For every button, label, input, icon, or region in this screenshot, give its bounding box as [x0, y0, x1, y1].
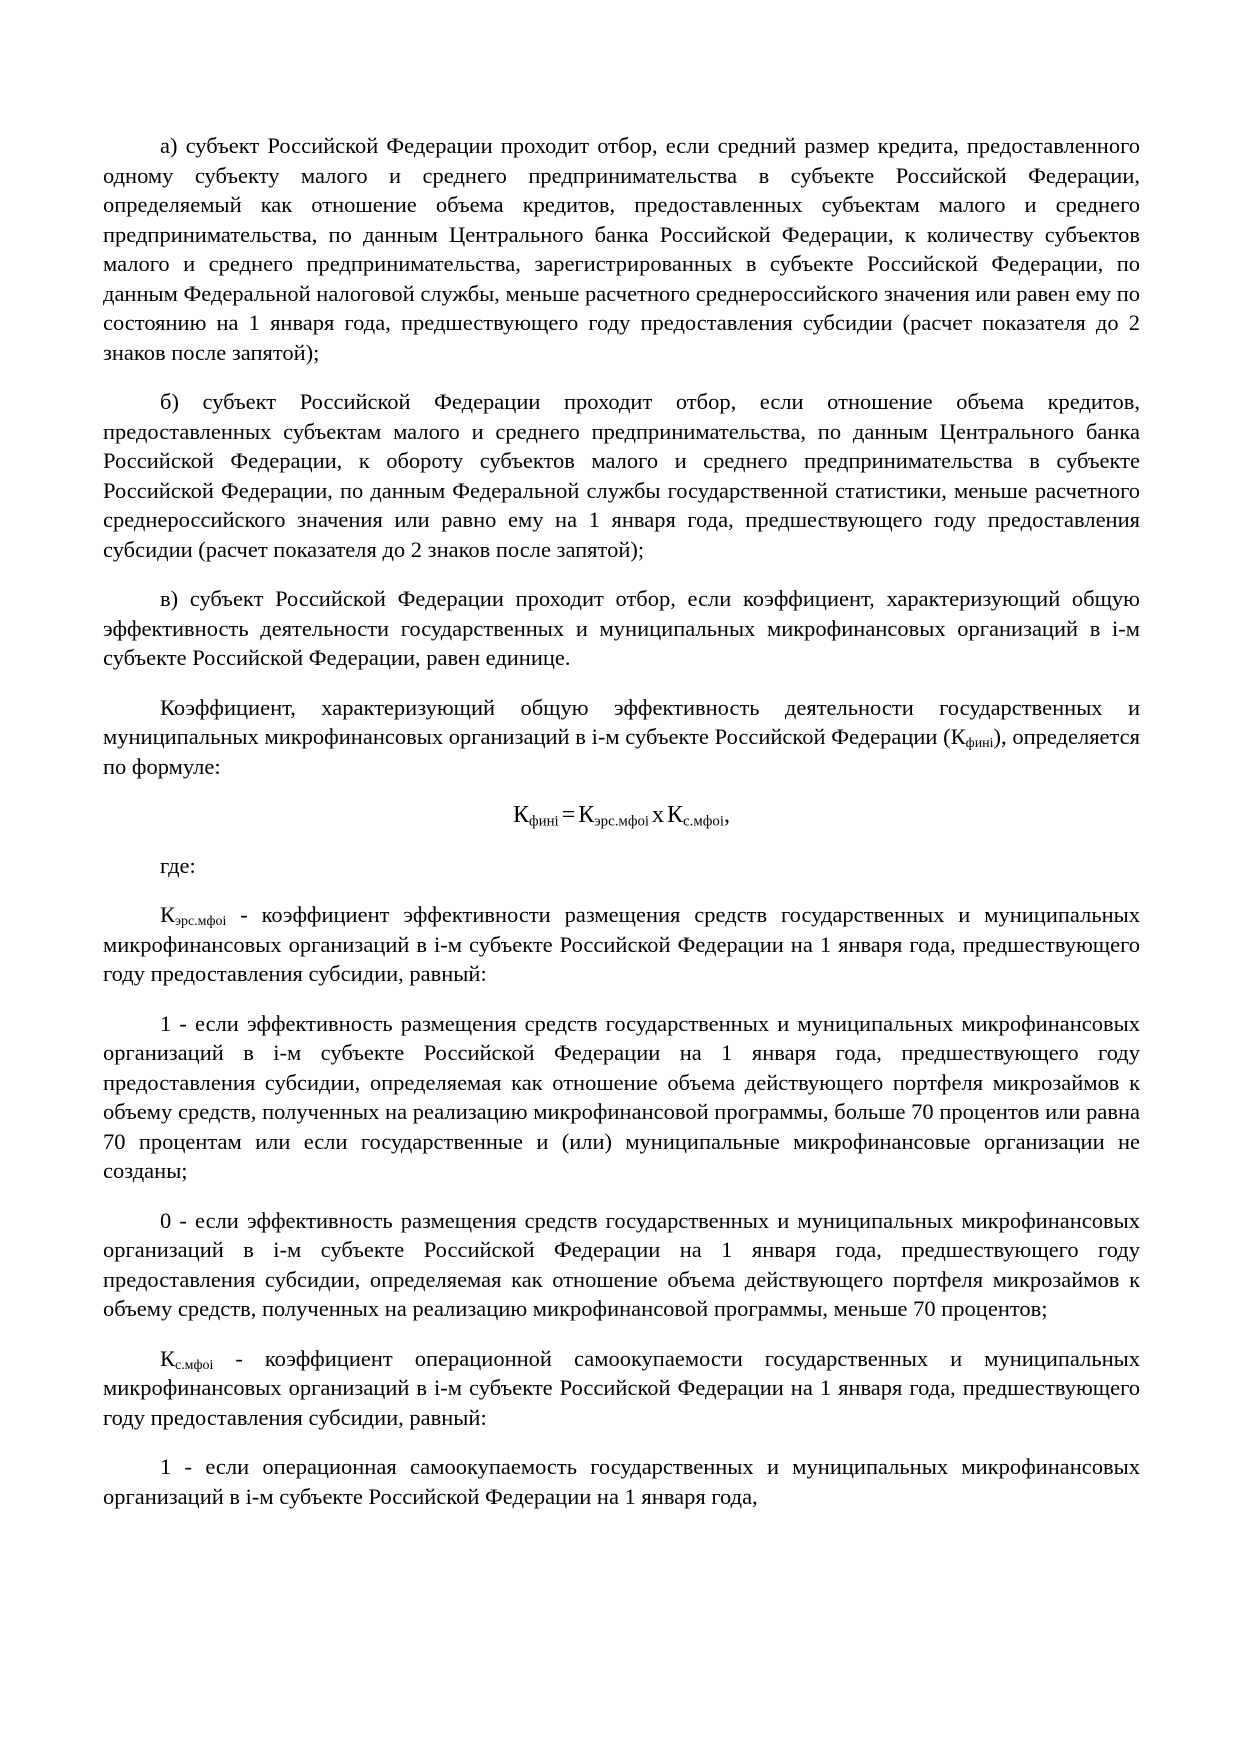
formula-term-2 [667, 802, 724, 828]
definition-sam-mfo [103, 1344, 1140, 1433]
coefficient-intro-text-part2: ), определяется по формуле: [103, 724, 1140, 779]
definition-sam-text: - коэффициент операционной самоокупаемости государственных и муниципальных микрофинансовых организаций в i-м субъекте Российской Федерации на 1 января года, предшествующего году предоставления субсидии, равный: [103, 1345, 1140, 1430]
formula-term-1-subscript: эрс.мфоi [594, 813, 650, 830]
value-zero-erc: 0 - если эффективность размещения средств государственных и муниципальных микрофинансовых организаций в i-м субъекте Российской Федерации на 1 января года, предшествующего году предоставления субсидии, определяемая как отношение объема действующего портфеля микрозаймов к объему средств, полученных на реализацию микрофинансовой программы, меньше 70 процентов; [103, 1207, 1140, 1321]
formula-term-2-subscript: с.мфоi [683, 813, 724, 830]
formula-multiply-sign: х [652, 802, 665, 828]
paragraph-coefficient-intro [103, 693, 1140, 782]
formula-term-2-base: К [667, 802, 684, 828]
formula-term-1-base: К [578, 802, 595, 828]
definition-sam-base: К [160, 1345, 176, 1371]
paragraph-item-b: б) субъект Российской Федерации проходит отбор, если отношение объема кредитов, предоставленных субъектам малого и среднего предпринимательства, по данным Центрального банка Российской Федерации, к обороту субъектов малого и среднего предпринимательства в субъекте Российской Федерации, по данным Федеральной службы государственной статистики, меньше расчетного среднероссийского значения или равно ему на 1 января года, предшествующего году предоставления субсидии (расчет показателя до 2 знаков после запятой); [103, 389, 1140, 562]
formula-lhs-subscript: финi [529, 813, 559, 830]
definition-erc-base: К [160, 902, 176, 927]
formula-lhs-base: К [512, 802, 529, 828]
definition-erc-mfo [103, 900, 1140, 989]
definition-sam-variable [160, 1346, 213, 1371]
formula-equals-sign: = [561, 802, 576, 828]
definition-erc-subscript: эрс.мфоi [175, 914, 227, 930]
value-one-erc: 1 - если эффективность размещения средств государственных и муниципальных микрофинансовых организаций в i-м субъекте Российской Федерации на 1 января года, предшествующего году предоставления субсидии, определяемая как отношение объема действующего портфеля микрозаймов к объему средств, полученных на реализацию микрофинансовой программы, больше 70 процентов или равна 70 процентам или если государственные и (или) муниципальные микрофинансовые организации не созданы; [103, 1010, 1140, 1183]
formula-term-1 [578, 802, 649, 828]
coefficient-intro-text-part1: Коэффициент, характеризующий общую эффективность деятельности государственных и муниципальных микрофинансовых организаций в i-м субъекте Российской Федерации (К [103, 694, 1140, 749]
formula-lhs [513, 802, 559, 828]
document-text-column [103, 131, 1140, 1511]
definition-erc-text: - коэффициент эффективности размещения средств государственных и муниципальных микрофинансовых организаций в i-м субъекте Российской Федерации на 1 января года, предшествующего году предоставления субсидии, равный: [103, 902, 1140, 986]
value-one-sam: 1 - если операционная самоокупаемость государственных и муниципальных микрофинансовых организаций в i-м субъекте Российской Федерации на 1 января года, [103, 1454, 1140, 1509]
definition-sam-subscript: с.мфоi [175, 1357, 214, 1373]
formula-trailing-comma: , [724, 802, 730, 828]
coefficient-intro-subscript: финi [965, 736, 994, 752]
formula-line [103, 801, 1140, 831]
paragraph-item-a: а) субъект Российской Федерации проходит отбор, если средний размер кредита, предоставленного одному субъекту малого и среднего предпринимательства в субъекте Российской Федерации, определяемый как отношение объема кредитов, предоставленных субъектам малого и среднего предпринимательства, по данным Центрального банка Российской Федерации, к количеству субъектов малого и среднего предпринимательства, зарегистрированных в субъекте Российской Федерации, по данным Федеральной налоговой службы, меньше расчетного среднероссийского значения или равен ему по состоянию на 1 января года, предшествующего году предоставления субсидии (расчет показателя до 2 знаков после запятой); [103, 133, 1140, 365]
definition-erc-variable [160, 902, 227, 930]
paragraph-item-v: в) субъект Российской Федерации проходит отбор, если коэффициент, характеризующий общую эффективность деятельности государственных и муниципальных микрофинансовых организаций в i-м субъекте Российской Федерации, равен единице. [103, 586, 1140, 670]
where-label: где: [160, 852, 196, 878]
